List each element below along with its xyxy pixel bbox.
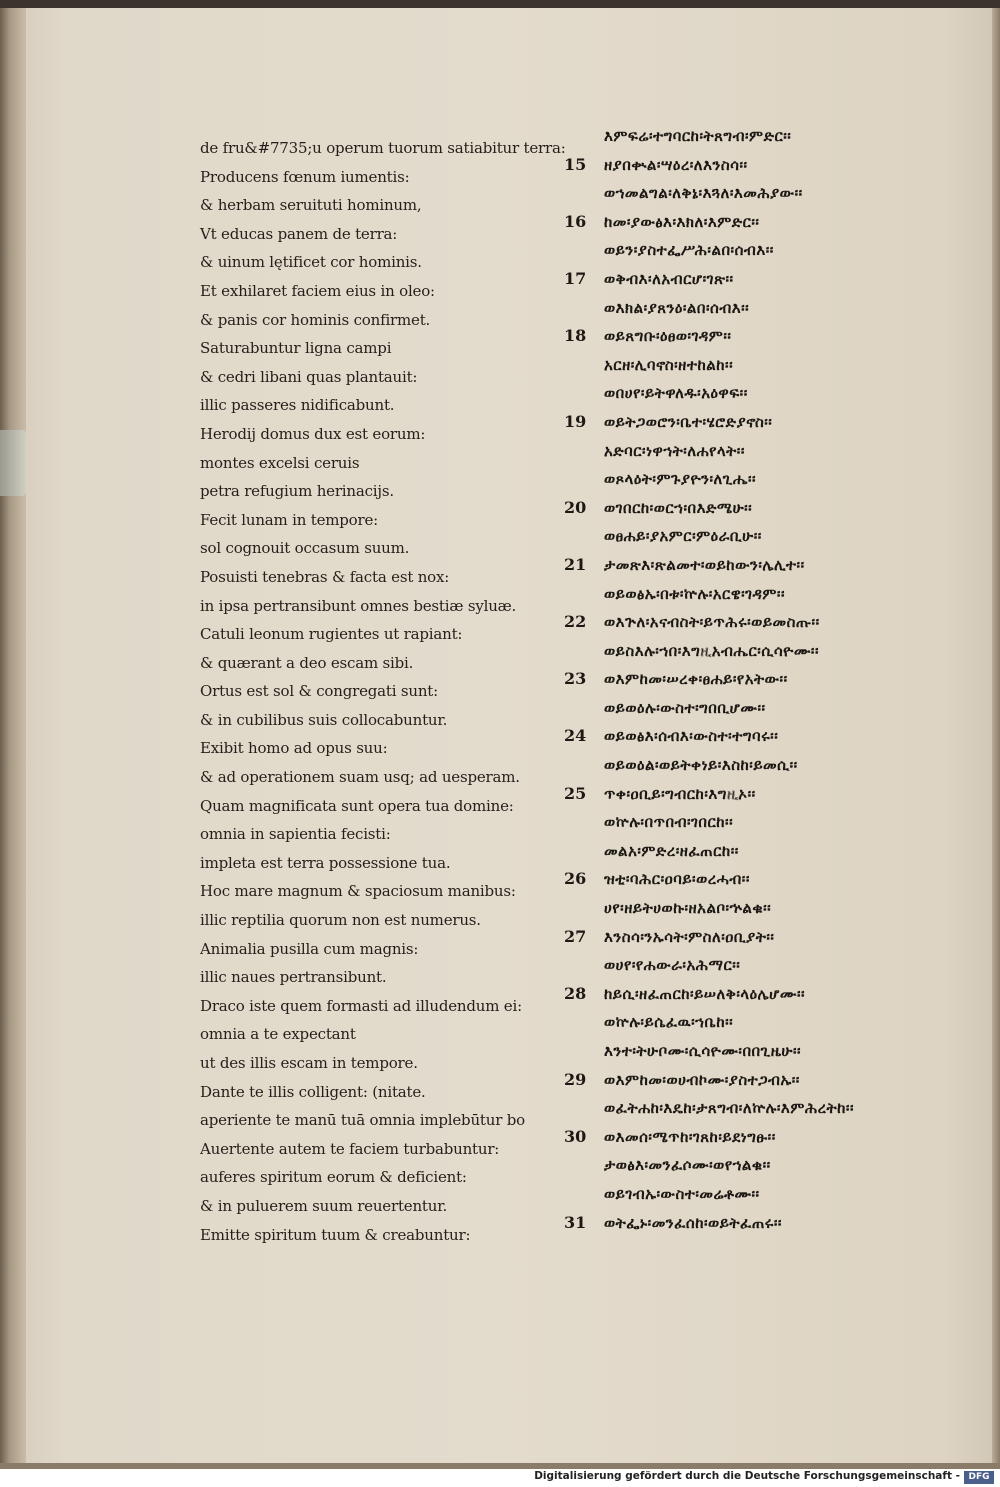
ethiopic-line bbox=[560, 379, 980, 408]
ethiopic-text: መልአ፡ምድረ፡ዘፈጠርከ፡፡ bbox=[604, 841, 739, 860]
ethiopic-line bbox=[560, 437, 980, 466]
verse-number: 25 bbox=[564, 783, 587, 803]
ethiopic-text: ወይወፅኡ፡በቱ፡ኵሉ፡አርዌ፡ገዳም፡፡ bbox=[604, 584, 786, 603]
ethiopic-line bbox=[560, 294, 980, 323]
ethiopic-line bbox=[560, 722, 980, 751]
latin-line: illic passeres nidificabunt. bbox=[200, 396, 395, 415]
ethiopic-line bbox=[560, 1037, 980, 1066]
ethiopic-text: ወጾላዕት፡ምጉያዮን፡ለጊሔ፡፡ bbox=[604, 470, 757, 489]
latin-line: Exibit homo ad opus suu: bbox=[200, 739, 388, 758]
ethiopic-line bbox=[560, 236, 980, 265]
latin-line: Auertente autem te faciem turbabuntur: bbox=[200, 1139, 500, 1158]
footer-credit: Digitalisierung gefördert durch die Deutsche Forschungsgemeinschaft - bbox=[534, 1470, 960, 1482]
ethiopic-text: አርዘ፡ሊባኖስ፡ዘተከልከ፡፡ bbox=[604, 355, 734, 374]
verse-number: 16 bbox=[564, 211, 587, 231]
ethiopic-text: ወፈትሐከ፡እዴከ፡ታጸግብ፡ለኵሉ፡እምሕረትከ፡፡ bbox=[604, 1099, 854, 1118]
latin-line: de fru&#7735;u operum tuorum satiabitur terra: bbox=[200, 139, 566, 157]
ethiopic-line bbox=[560, 780, 980, 809]
latin-line: & ad operationem suam usq; ad uesperam. bbox=[200, 768, 520, 787]
latin-line: omnia in sapientia fecisti: bbox=[200, 825, 391, 844]
ethiopic-text: ጥቀ፡ዐቢይ፡ግብርከ፡እግዚኦ፡፡ bbox=[604, 784, 756, 803]
ethiopic-text: ወኵሉ፡በጥበብ፡ገበርከ፡፡ bbox=[604, 813, 734, 832]
verse-number: 24 bbox=[564, 726, 587, 746]
latin-line: Posuisti tenebras & facta est nox: bbox=[200, 567, 450, 586]
ethiopic-line bbox=[560, 865, 980, 894]
latin-line: & in cubilibus suis collocabuntur. bbox=[200, 710, 448, 729]
ethiopic-line bbox=[560, 951, 980, 980]
ethiopic-text: ወፀሐይ፡ያአምር፡ምዕራቢሁ፡፡ bbox=[604, 527, 762, 546]
ethiopic-line bbox=[560, 465, 980, 494]
verse-number: 29 bbox=[564, 1069, 587, 1089]
latin-line: auferes spiritum eorum & deficient: bbox=[200, 1168, 467, 1187]
latin-line: Vt educas panem de terra: bbox=[200, 224, 398, 243]
ethiopic-line bbox=[560, 122, 980, 151]
ethiopic-text: ወእመሰ፡ሜጥከ፡ገጸከ፡ይደነግፁ፡፡ bbox=[604, 1127, 776, 1146]
ethiopic-line bbox=[560, 1123, 980, 1152]
verse-number: 19 bbox=[564, 411, 587, 431]
latin-line: Producens fœnum iumentis: bbox=[200, 167, 410, 186]
latin-line: & quærant a deo escam sibi. bbox=[200, 653, 414, 672]
page-gutter bbox=[0, 8, 26, 1463]
ethiopic-line bbox=[560, 408, 980, 437]
ethiopic-line bbox=[560, 351, 980, 380]
latin-line: aperiente te manū tuā omnia implebūtur bo bbox=[200, 1111, 525, 1130]
ethiopic-text: ወኵሉ፡ይሴፈዉ፡ኀቤከ፡፡ bbox=[604, 1013, 734, 1032]
ethiopic-text: እንስሳ፡ንኡሳት፡ምስለ፡ዐቢያት፡፡ bbox=[604, 927, 775, 946]
latin-line: Emitte spiritum tuum & creabuntur: bbox=[200, 1225, 471, 1244]
latin-line: sol cognouit occasum suum. bbox=[200, 539, 410, 558]
verse-number: 21 bbox=[564, 554, 587, 574]
ethiopic-line bbox=[560, 322, 980, 351]
ethiopic-text: ወይትጋወሮን፡ቤተ፡ሄሮድያኖስ፡፡ bbox=[604, 412, 773, 431]
latin-line: Fecit lunam in tempore: bbox=[200, 510, 379, 529]
page-marker-tab bbox=[0, 430, 26, 496]
ethiopic-line bbox=[560, 1008, 980, 1037]
page-edge bbox=[992, 8, 1000, 1463]
latin-line: in ipsa pertransibunt omnes bestiæ syluæ. bbox=[200, 596, 517, 615]
ethiopic-line bbox=[560, 637, 980, 666]
ethiopic-line bbox=[560, 522, 980, 551]
latin-line: Herodij domus dux est eorum: bbox=[200, 424, 426, 443]
verse-number: 26 bbox=[564, 869, 587, 889]
ethiopic-text: ወይወዕል፡ወይትቀነይ፡እስከ፡ይመሲ፡፡ bbox=[604, 756, 798, 775]
latin-line: & panis cor hominis confirmet. bbox=[200, 310, 431, 329]
ethiopic-text: ሀየ፡ዘይትሀወኩ፡ዘአልቦ፡ኍልቁ፡፡ bbox=[604, 899, 772, 918]
ethiopic-line bbox=[560, 265, 980, 294]
latin-line: Saturabuntur ligna campi bbox=[200, 339, 392, 358]
ethiopic-text: እንተ፡ትሁቦሙ፡ሲሳዮሙ፡በበጊዜሁ፡፡ bbox=[604, 1042, 802, 1060]
latin-line: Animalia pusilla cum magnis: bbox=[200, 939, 419, 958]
ethiopic-line bbox=[560, 923, 980, 952]
ethiopic-text: ወእምከመ፡ሠረቀ፡ፀሐይ፡የአትው፡፡ bbox=[604, 670, 788, 689]
ethiopic-text: ወቅብእ፡ለአብርሆ፡ገጽ፡፡ bbox=[604, 269, 734, 288]
ethiopic-text: ታወፅእ፡መንፈሶሙ፡ወየኀልቁ፡፡ bbox=[604, 1156, 771, 1175]
ethiopic-text: ወኀመልግል፡ለቅኔ፡እጓለ፡እመሕያው፡፡ bbox=[604, 184, 803, 203]
latin-line: ut des illis escam in tempore. bbox=[200, 1054, 418, 1072]
ethiopic-text: አድባር፡ነዋኀት፡ለሐየላት፡፡ bbox=[604, 441, 745, 460]
ethiopic-text: ወበሀየ፡ይትዋለዱ፡አዕዋፍ፡፡ bbox=[604, 384, 748, 403]
ethiopic-text: ዘያበቊል፡ሣዕረ፡ለእንስሳ፡፡ bbox=[604, 155, 748, 174]
ethiopic-text: ወእጕለ፡አናብስት፡ይጥሕሩ፡ወይመስጡ፡፡ bbox=[604, 613, 820, 632]
latin-line: Ortus est sol & congregati sunt: bbox=[200, 682, 438, 701]
latin-line: illic reptilia quorum non est numerus. bbox=[200, 911, 481, 930]
ethiopic-text: ወይገብኡ፡ውስተ፡መሬቶሙ፡፡ bbox=[604, 1184, 760, 1203]
verse-number: 15 bbox=[564, 154, 587, 174]
ethiopic-line bbox=[560, 1151, 980, 1180]
ethiopic-line bbox=[560, 1209, 980, 1238]
ethiopic-line bbox=[560, 1094, 980, 1123]
ethiopic-column bbox=[560, 122, 980, 1237]
ethiopic-text: ወይወፅእ፡ሰብእ፡ውስተ፡ተግባሩ፡፡ bbox=[604, 727, 779, 746]
verse-number: 22 bbox=[564, 612, 587, 632]
latin-line: impleta est terra possessione tua. bbox=[200, 853, 451, 872]
ethiopic-text: ወሀየ፡የሐውራ፡አሕማር፡፡ bbox=[604, 956, 741, 975]
ethiopic-line bbox=[560, 894, 980, 923]
dfg-logo: DFG bbox=[964, 1471, 994, 1484]
latin-line: & herbam seruituti hominum, bbox=[200, 196, 422, 215]
ethiopic-text: ወይወዕሉ፡ውስተ፡ግበቢሆሙ፡፡ bbox=[604, 698, 766, 717]
ethiopic-text: ወይጸግቡ፡ዕፀወ፡ገዳም፡፡ bbox=[604, 327, 732, 346]
ethiopic-text: ወትፌኑ፡መንፈሰከ፡ወይትፈጠሩ፡፡ bbox=[604, 1213, 782, 1232]
ethiopic-line bbox=[560, 1180, 980, 1209]
latin-line: & uinum lętificet cor hominis. bbox=[200, 253, 422, 272]
ethiopic-text: ዝቲ፡ባሕር፡ዐባይ፡ወረሓብ፡፡ bbox=[604, 870, 750, 889]
latin-line: Quam magnificata sunt opera tua domine: bbox=[200, 796, 514, 815]
ethiopic-line bbox=[560, 808, 980, 837]
ethiopic-line bbox=[560, 980, 980, 1009]
latin-line: Et exhilaret faciem eius in oleo: bbox=[200, 281, 435, 300]
latin-line: Catuli leonum rugientes ut rapiant: bbox=[200, 625, 463, 644]
ethiopic-line bbox=[560, 551, 980, 580]
latin-line: Dante te illis colligent: (nitate. bbox=[200, 1082, 426, 1101]
ethiopic-line bbox=[560, 665, 980, 694]
latin-line: petra refugium herinacijs. bbox=[200, 482, 394, 501]
verse-number: 28 bbox=[564, 983, 587, 1003]
ethiopic-text: እምፍሬ፡ተግባርከ፡ትጸግብ፡ምድር፡፡ bbox=[604, 127, 792, 145]
ethiopic-text: ከይሲ፡ዘፈጠርከ፡ይሠለቅ፡ላዕሌሆሙ፡፡ bbox=[604, 984, 806, 1003]
ethiopic-line bbox=[560, 580, 980, 609]
verse-number: 18 bbox=[564, 326, 587, 346]
ethiopic-line bbox=[560, 1066, 980, 1095]
latin-line: Hoc mare magnum & spaciosum manibus: bbox=[200, 882, 516, 901]
latin-line: montes excelsi ceruis bbox=[200, 453, 360, 472]
latin-line: illic naues pertransibunt. bbox=[200, 968, 387, 987]
ethiopic-text: ከመ፡ያውፅእ፡እክለ፡እምድር፡፡ bbox=[604, 212, 760, 231]
ethiopic-line bbox=[560, 179, 980, 208]
latin-line: omnia a te expectant bbox=[200, 1025, 356, 1044]
ethiopic-line bbox=[560, 694, 980, 723]
verse-number: 30 bbox=[564, 1126, 587, 1146]
ethiopic-line bbox=[560, 837, 980, 866]
ethiopic-text: ወእምከመ፡ወሀብኮሙ፡ያስተጋብኡ፡፡ bbox=[604, 1070, 800, 1089]
ethiopic-text: ታመጽእ፡ጽልመተ፡ወይከውን፡ሌሊተ፡፡ bbox=[604, 555, 805, 574]
ethiopic-line bbox=[560, 494, 980, 523]
verse-number: 27 bbox=[564, 926, 587, 946]
ethiopic-text: ወይስእሉ፡ኀበ፡እግዚአብሔር፡ሲሳዮሙ፡፡ bbox=[604, 641, 819, 660]
ethiopic-line bbox=[560, 151, 980, 180]
ethiopic-text: ወይን፡ያስተፌሥሕ፡ልበ፡ሰብእ፡፡ bbox=[604, 241, 774, 260]
ethiopic-line bbox=[560, 751, 980, 780]
verse-number: 23 bbox=[564, 669, 587, 689]
verse-number: 17 bbox=[564, 268, 587, 288]
latin-line: Draco iste quem formasti ad illudendum ei: bbox=[200, 996, 522, 1015]
verse-number: 20 bbox=[564, 497, 587, 517]
verse-number: 31 bbox=[564, 1212, 587, 1232]
latin-line: & cedri libani quas plantauit: bbox=[200, 367, 418, 386]
ethiopic-line bbox=[560, 208, 980, 237]
ethiopic-text: ወእክል፡ያጸንዕ፡ልበ፡ሰብእ፡፡ bbox=[604, 298, 750, 317]
ethiopic-text: ወገበርከ፡ወርኀ፡በእድሜሁ፡፡ bbox=[604, 498, 753, 517]
ethiopic-line bbox=[560, 608, 980, 637]
latin-column bbox=[200, 134, 566, 1249]
latin-line: & in puluerem suum reuertentur. bbox=[200, 1196, 448, 1215]
